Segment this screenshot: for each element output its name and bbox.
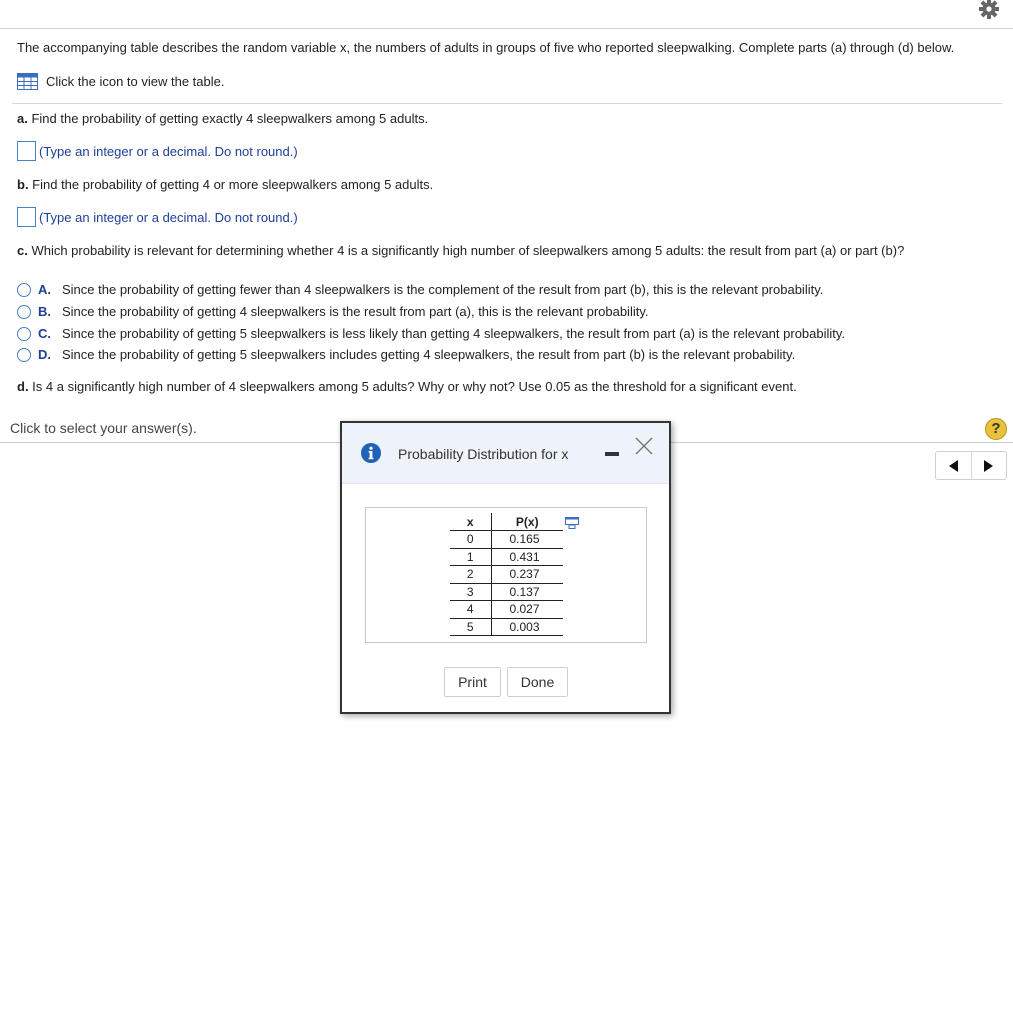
table-cell-x: 0	[450, 531, 491, 549]
part-b-answer-input[interactable]	[17, 207, 36, 227]
next-button[interactable]	[972, 452, 1007, 479]
option-b-letter: B.	[38, 304, 51, 319]
table-row	[450, 583, 563, 601]
column-header-x: x	[450, 513, 491, 531]
part-c-text: Which probability is relevant for determining whether 4 is a significantly high number of sleepwalkers among 5 adults: the result from part (a) or part (b)?	[27, 243, 905, 258]
arrow-right-icon	[984, 460, 993, 472]
probability-distribution-dialog	[340, 421, 671, 714]
option-c-text: Since the probability of getting 5 sleepwalkers is less likely than getting 4 sleepwalkers, the result from part (a) is the relevant probability.	[62, 326, 846, 341]
select-answer-prompt: Click to select your answer(s).	[10, 420, 197, 436]
option-a[interactable]	[17, 282, 823, 297]
option-d-radio[interactable]	[17, 348, 31, 362]
arrow-left-icon	[949, 460, 958, 472]
option-b-text: Since the probability of getting 4 sleepwalkers is the result from part (a), this is the relevant probability.	[62, 304, 649, 319]
part-d-question	[17, 379, 797, 394]
column-header-px: P(x)	[491, 513, 563, 531]
option-a-letter: A.	[38, 282, 51, 297]
table-row	[450, 531, 563, 549]
part-a-hint: (Type an integer or a decimal. Do not round.)	[39, 143, 298, 159]
help-icon[interactable]: ?	[985, 418, 1007, 440]
table-cell-x: 5	[450, 618, 491, 636]
option-d-letter: D.	[38, 347, 51, 362]
option-c-letter: C.	[38, 326, 51, 341]
table-cell-x: 3	[450, 583, 491, 601]
part-b-answer-row	[17, 207, 298, 227]
part-c-letter: c.	[17, 243, 28, 258]
table-cell-px: 0.431	[491, 548, 563, 566]
part-b-hint: (Type an integer or a decimal. Do not round.)	[39, 209, 298, 225]
print-button[interactable]: Print	[444, 667, 501, 697]
option-c-radio[interactable]	[17, 327, 31, 341]
part-c-question	[17, 243, 904, 258]
part-b-text: Find the probability of getting 4 or more sleepwalkers among 5 adults.	[28, 177, 434, 192]
table-cell-x: 4	[450, 601, 491, 619]
part-a-question	[17, 111, 428, 126]
view-table-link[interactable]	[17, 73, 224, 90]
close-icon[interactable]	[634, 436, 654, 456]
option-c[interactable]	[17, 326, 845, 341]
view-table-label[interactable]: Click the icon to view the table.	[46, 74, 225, 89]
table-cell-x: 1	[450, 548, 491, 566]
part-b-letter: b.	[17, 177, 29, 192]
table-icon[interactable]	[17, 73, 38, 90]
table-cell-px: 0.027	[491, 601, 563, 619]
gear-icon[interactable]	[977, 0, 1001, 20]
table-row	[450, 618, 563, 636]
dialog-header	[342, 423, 669, 484]
table-cell-px: 0.003	[491, 618, 563, 636]
info-icon	[361, 443, 381, 463]
dialog-title: Probability Distribution for x	[398, 446, 569, 462]
question-intro: The accompanying table describes the random variable x, the numbers of adults in groups of five who reported sleepwalking. Complete parts (a) through (d) below.	[17, 40, 955, 55]
table-cell-px: 0.165	[491, 531, 563, 549]
done-button[interactable]: Done	[507, 667, 568, 697]
table-cell-px: 0.137	[491, 583, 563, 601]
table-cell-x: 2	[450, 566, 491, 584]
top-divider	[0, 28, 1013, 29]
minimize-button[interactable]	[605, 452, 619, 456]
option-d-text: Since the probability of getting 5 sleepwalkers includes getting 4 sleepwalkers, the result from part (b) is the relevant probability.	[62, 347, 796, 362]
part-a-letter: a.	[17, 111, 28, 126]
table-frame	[365, 507, 647, 643]
part-a-text: Find the probability of getting exactly 4 sleepwalkers among 5 adults.	[27, 111, 429, 126]
option-b[interactable]	[17, 304, 649, 319]
part-a-answer-row	[17, 141, 298, 161]
copy-table-icon[interactable]	[565, 517, 579, 529]
table-row	[450, 548, 563, 566]
distribution-table	[450, 513, 563, 636]
part-a-answer-input[interactable]	[17, 141, 36, 161]
part-d-text: Is 4 a significantly high number of 4 sleepwalkers among 5 adults? Why or why not? Use 0.05 as the threshold for a significant event.	[28, 379, 797, 394]
part-b-question	[17, 177, 433, 192]
option-a-text: Since the probability of getting fewer than 4 sleepwalkers is the complement of the result from part (b), this is the relevant probability.	[62, 282, 824, 297]
option-b-radio[interactable]	[17, 305, 31, 319]
table-cell-px: 0.237	[491, 566, 563, 584]
option-d[interactable]	[17, 347, 795, 362]
option-a-radio[interactable]	[17, 283, 31, 297]
previous-button[interactable]	[936, 452, 971, 479]
section-divider	[12, 103, 1002, 104]
table-row	[450, 601, 563, 619]
table-header-row	[450, 513, 563, 531]
table-row	[450, 566, 563, 584]
question-nav	[935, 451, 1007, 480]
part-d-letter: d.	[17, 379, 29, 394]
